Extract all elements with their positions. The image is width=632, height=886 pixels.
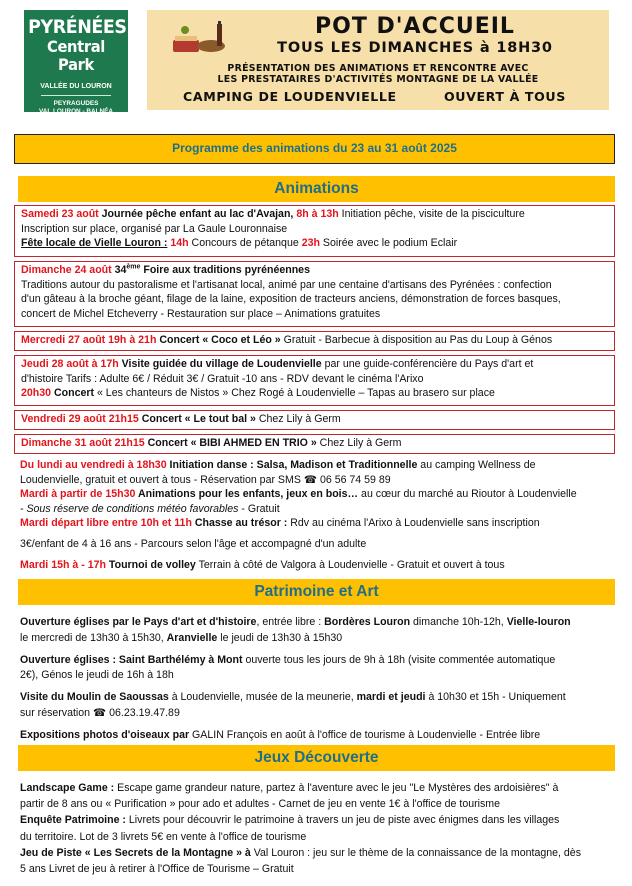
event-date: Dimanche 24 août xyxy=(21,264,112,276)
event-line xyxy=(21,236,609,251)
item-title: Aranvielle xyxy=(166,631,218,644)
patrimoine-item-cont xyxy=(20,631,612,647)
event-text: Chez Lily à Germ xyxy=(316,437,402,449)
event-time: 20h30 xyxy=(21,387,52,400)
event-text: Chez Lily à Germ xyxy=(255,413,341,425)
item-title: Bordères Louron xyxy=(324,616,411,628)
item-title: mardi et jeudi xyxy=(356,691,426,704)
event-saturday-23 xyxy=(14,205,615,257)
item-title: Jeu de Piste « Les Secrets de la Montagne » à xyxy=(20,846,251,859)
event-title: Tournoi de volley xyxy=(105,558,196,571)
event-line xyxy=(21,386,609,401)
event-text: par une guide-conférencière du Pays d'art et xyxy=(321,358,534,370)
event-title: Foire aux traditions pyrénéennes xyxy=(140,264,310,276)
event-line xyxy=(21,436,609,451)
event-line xyxy=(20,458,612,473)
item-title: Expositions photos d'oiseaux par xyxy=(20,728,190,741)
section-animations-heading: Animations xyxy=(18,176,615,202)
jeux-item xyxy=(20,845,612,861)
event-text: Concours de pétanque xyxy=(188,237,302,250)
event-friday-29 xyxy=(14,410,615,430)
program-title: Programme des animations du 23 au 31 août 2025 xyxy=(14,134,615,164)
item-title: Enquête Patrimoine : xyxy=(20,814,126,827)
item-text: GALIN François en août à l'office de tourisme à Loudenvielle - Entrée libre xyxy=(189,728,541,741)
event-line xyxy=(20,558,612,573)
jeux-item xyxy=(20,812,612,828)
event-text: Gratuit - Barbecue à disposition au Pas du Loup à Génos xyxy=(280,334,553,346)
jeux-item xyxy=(20,780,612,796)
event-title: Concert « Coco et Léo » xyxy=(156,334,281,346)
item-text: , entrée libre : xyxy=(256,616,325,628)
event-date: Mardi 15h à - 17h xyxy=(20,558,106,571)
event-text: au cœur du marché au Rioutor à Loudenvielle xyxy=(358,488,577,501)
logo-line-2: Central Park xyxy=(47,37,105,74)
pot-accueil-banner xyxy=(147,10,609,110)
event-note: - Sous réserve de conditions météo favorables xyxy=(20,502,239,515)
recurring-events xyxy=(20,458,612,572)
event-title: Visite guidée du village de Loudenvielle xyxy=(118,358,322,370)
event-title: Concert « BIBI AHMED EN TRIO » xyxy=(144,437,317,449)
event-title: Concert « Le tout bal » xyxy=(138,413,256,425)
event-title: 34 xyxy=(111,264,127,276)
event-date: Mardi départ libre entre 10h et 11h xyxy=(20,517,192,530)
event-line xyxy=(21,207,609,222)
item-text: à 10h30 et 15h - Uniquement xyxy=(425,691,566,704)
event-time: 23h xyxy=(301,237,320,250)
section-jeux-heading: Jeux Découverte xyxy=(18,745,615,771)
event-sunday-24 xyxy=(14,261,615,327)
patrimoine-item xyxy=(20,728,612,744)
item-text: sur réservation ☎ 06.23.19.47.89 xyxy=(20,706,180,719)
event-title: Journée pêche enfant au lac d'Avajan, xyxy=(98,208,297,220)
item-text: Escape game grandeur nature, partez à l'aventure avec le jeu "Le Mystères des ardoisières" à xyxy=(114,782,559,794)
event-text: concert de Michel Etcheverry - Restauration sur place – Animations gratuites xyxy=(21,307,381,320)
event-line xyxy=(21,263,609,278)
event-line xyxy=(20,502,612,517)
item-title: Visite du Moulin de Saoussas xyxy=(20,691,169,704)
section-patrimoine-heading: Patrimoine et Art xyxy=(18,579,615,605)
item-text: le jeudi de 13h30 à 15h30 xyxy=(217,631,343,644)
event-line xyxy=(20,487,612,502)
logo-line-5: VAL LOURON - BALNÉA xyxy=(39,108,113,112)
event-title: Concert xyxy=(51,387,95,400)
patrimoine-item xyxy=(20,690,612,706)
event-thursday-28 xyxy=(14,355,615,406)
item-title: Vielle-louron xyxy=(506,616,571,628)
jeux-list xyxy=(20,780,612,877)
banner-place: CAMPING DE LOUDENVIELLE xyxy=(183,89,397,104)
event-title: Chasse au trésor : xyxy=(191,517,288,530)
event-text: Loudenvielle, gratuit et ouvert à tous - Réservation par SMS ☎ 06 56 74 59 89 xyxy=(20,473,391,486)
event-wednesday-27 xyxy=(14,331,615,351)
event-date: Du lundi au vendredi à 18h30 xyxy=(20,459,167,471)
banner-desc-line-2: LES PRESTATAIRES D'ACTIVITÉS MONTAGNE DE LA VALLÉE xyxy=(217,74,539,85)
item-text: dimanche 10h-12h, xyxy=(410,616,507,628)
item-text: Val Louron : jeu sur le thème de la connaissance de la montagne, dès xyxy=(250,846,581,859)
banner-description xyxy=(147,63,609,85)
item-title: Ouverture églises par le Pays d'art et d'histoire xyxy=(20,616,257,628)
banner-title: POT D'ACCUEIL xyxy=(315,14,515,39)
patrimoine-item xyxy=(20,653,612,669)
item-text: 2€), Génos le jeudi de 16h à 18h xyxy=(20,669,174,682)
logo-pyrenees-central-park xyxy=(24,10,128,112)
event-date: Mardi à partir de 15h30 xyxy=(20,488,136,501)
event-time: 14h xyxy=(167,237,189,250)
event-superscript: ème xyxy=(126,263,141,271)
event-line xyxy=(20,516,612,531)
item-text: 5 ans Livret de jeu à retirer à l'Office de Tourisme – Gratuit xyxy=(20,863,294,876)
logo-line-1: PYRÉNÉES xyxy=(28,16,127,38)
banner-subtitle: TOUS LES DIMANCHES à 18H30 xyxy=(277,40,553,56)
item-title: Ouverture églises : Saint Barthélémy à Mont xyxy=(20,653,243,666)
event-line xyxy=(21,412,609,427)
logo-divider xyxy=(41,95,111,96)
event-date: Jeudi 28 août à 17h xyxy=(21,358,119,370)
patrimoine-item xyxy=(20,615,612,631)
event-title: Initiation danse : Salsa, Madison et Traditionnelle xyxy=(166,459,418,471)
event-date: Samedi 23 août xyxy=(21,208,99,220)
item-title: Landscape Game : xyxy=(20,782,115,794)
item-text: à Loudenvielle, musée de la meunerie, xyxy=(168,691,357,704)
event-text: « Les chanteurs de Nistos » Chez Rogé à Loudenvielle – Tapas au brasero sur place xyxy=(94,387,495,400)
item-text: ouverte tous les jours de 9h à 18h (visite commentée automatique xyxy=(242,653,556,666)
event-text: - Gratuit xyxy=(238,502,280,515)
banner-desc-line-1: PRÉSENTATION DES ANIMATIONS ET RENCONTRE AVEC xyxy=(227,63,529,74)
event-time: 8h à 13h xyxy=(296,208,339,220)
event-date: Vendredi 29 août 21h15 xyxy=(21,413,139,425)
event-text: d'un gâteau à la broche géant, filage de la laine, exposition de tracteurs anciens, démonstration de forces basques, xyxy=(21,293,561,306)
patrimoine-list xyxy=(20,615,612,744)
banner-open: OUVERT À TOUS xyxy=(444,89,566,104)
event-text: 3€/enfant de 4 à 16 ans - Parcours selon l'âge et accompagné d'un adulte xyxy=(20,537,367,550)
event-line xyxy=(21,333,609,348)
item-text: partir de 8 ans ou « Purification » pour ado et adultes - Carnet de jeu en vente 1€ à l'office de tourisme xyxy=(20,798,501,811)
event-sunday-31 xyxy=(14,434,615,454)
event-text: Terrain à côté de Valgora à Loudenvielle - Gratuit et ouvert à tous xyxy=(195,558,505,571)
logo-line-3: VALLÉE DU LOURON xyxy=(40,83,112,90)
event-text: Inscription sur place, organisé par La Gaule Louronnaise xyxy=(21,222,288,235)
event-text: Soirée avec le podium Eclair xyxy=(319,237,458,250)
event-date: Mercredi 27 août 19h à 21h xyxy=(21,334,157,346)
event-title: Fête locale de Vielle Louron : xyxy=(21,237,168,250)
logo-line-4: PEYRAGUDES xyxy=(53,100,99,107)
event-title: Animations pour les enfants, jeux en bois… xyxy=(135,488,359,501)
item-text: Livrets pour découvrir le patrimoine à travers un jeu de piste avec énigmes dans les villages xyxy=(125,814,560,827)
event-text: d'histoire Tarifs : Adulte 6€ / Réduit 3€ / Gratuit -10 ans - RDV devant le cinéma l'Arixo xyxy=(21,372,424,385)
item-text: du territoire. Lot de 3 livrets 5€ en vente à l'office de tourisme xyxy=(20,830,307,843)
event-line xyxy=(21,357,609,372)
event-text: Initiation pêche, visite de la pisciculture xyxy=(338,208,525,220)
event-text: au camping Wellness de xyxy=(417,459,536,471)
event-date: Dimanche 31 août 21h15 xyxy=(21,437,145,449)
item-text: le mercredi de 13h30 à 15h30, xyxy=(20,631,167,644)
event-text: Traditions autour du pastoralisme et l'artisanat local, animé par une centaine d'artisans des Pyrénées : confection xyxy=(21,278,552,291)
event-text: Rdv au cinéma l'Arixo à Loudenvielle sans inscription xyxy=(287,517,540,530)
